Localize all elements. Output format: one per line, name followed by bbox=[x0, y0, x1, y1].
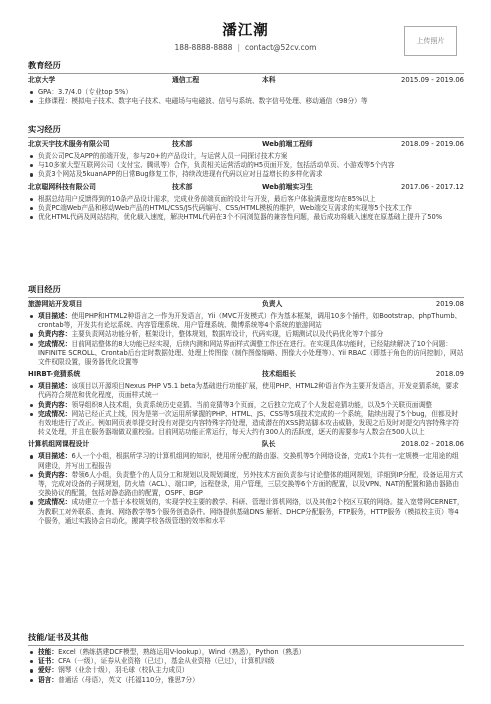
bullet-icon bbox=[28, 312, 38, 330]
bullet-icon bbox=[28, 213, 38, 222]
bullet-icon bbox=[28, 410, 38, 438]
list-item: 负责公司PC及APP的前端开发，参与20+的产品设计，与运营人员一同探讨技术方案 bbox=[28, 152, 464, 161]
list-item: 完成情况：成功建立一个基于本校规划的，实现学校主要的教学、科研、管理计算机网络，以及其他2个校区互联的网络。接入宽带网CERNET，为教职工对外联系、查询、网络教学等5个服务创造条件。网络提供基础DNS 解析、DHCP分配服务，FTP服务，HTTP服务（模拟校主页）等4个服务，通过实践协会自动化，搬离学校各级管理的效率和水平 bbox=[28, 498, 464, 526]
bullet-icon bbox=[28, 170, 38, 179]
bullet-icon bbox=[28, 340, 38, 368]
list-item: 项目描述：该项目以开源项目Nexus PHP V5.1 beta为基础进行功能扩展，使用PHP、HTML2种语言作为主要开发语言，开发竞猜系统，要求代码符合规范和优化程度，页面样式统一 bbox=[28, 382, 464, 400]
date-range: 2018.09 - 2019.06 bbox=[401, 140, 464, 148]
bullet-icon bbox=[28, 666, 38, 675]
upload-photo-box[interactable]: 上传照片 bbox=[404, 26, 457, 56]
list-item: 优化HTML代码及网站结构，优化载入速度，解决HTML代码在3个不同浏览器的兼容性问题，最后成功将载入速度在原基础上提升了50% bbox=[28, 213, 464, 222]
education-section bbox=[28, 60, 464, 106]
project-row bbox=[28, 300, 464, 310]
section-title: 教育经历 bbox=[28, 60, 61, 70]
list-item: 根据总结用户反馈得到的10条产品设计需求，完成业务前端页面的设计与开发，最后客户体验满意度均在85%以上 bbox=[28, 195, 464, 204]
list-item: 负责PC端Web产品和移动Web产品的HTML/CSS/JS代码编写、CSS/HTML模板的维护，Web端交互需求的实现等5个技术工作 bbox=[28, 204, 464, 213]
list-item: 技能：Excel（熟练搭建DCF模型，熟练运用V-lookup），Wind（熟悉），Python（熟悉） bbox=[28, 648, 464, 657]
phone-number: 188-8888-8888 bbox=[174, 43, 233, 52]
list-item: 语言：普通话（母语），英文（托福110分，雅思7分） bbox=[28, 676, 464, 685]
list-item: GPA：3.7/4.0（专业top 5%） bbox=[28, 88, 464, 97]
list-item: 完成情况：目前网站整体的8大功能已经实现，后续内测和网站界面样式调整工作还在进行。在实现具体功能时，已经陆续解决了10个问题：INFINITE SCROLL、Crontab后台定时数据处理、处理上传图像（制作图像缩略、图像大小处理等）、Yii RBAC（即基于角色的访问控制），网站文件权限设置，服务器优化设置等 bbox=[28, 340, 464, 368]
section-title: 技能/证书及其他 bbox=[28, 632, 89, 642]
bullet-icon bbox=[28, 88, 38, 97]
job-role: Web前端工程师 bbox=[262, 140, 313, 148]
bullet-icon bbox=[28, 452, 38, 470]
bullet-icon bbox=[28, 676, 38, 685]
degree: 本科 bbox=[262, 76, 276, 84]
bullet-icon bbox=[28, 657, 38, 666]
list-item: 爱好：钢琴（业余十级），羽毛球（校队主力成员） bbox=[28, 666, 464, 675]
list-item: 完成情况：网站已经正式上线，因为是第一次运用所掌握的PHP、HTML、JS、CSS等5项技术完成的一个系统，陆续出现了5个bug，但都及时有效地进行了改正。例如网页表单提交时没有对提交内容特殊字符处理，造成潜在的XSS跨站脚本攻击威胁，发现之后及时对提交内容特殊字符转义处理，并且在服务器端做双重校验。目前网站功能正常运行，每天大约有300人的活跃度，逐天的需要参与人数会在500人以上 bbox=[28, 410, 464, 438]
bullet-icon bbox=[28, 498, 38, 526]
bullet-icon bbox=[28, 648, 38, 657]
projects-section bbox=[28, 284, 464, 526]
date-range: 2015.09 - 2019.06 bbox=[401, 76, 464, 84]
date-range: 2017.06 - 2017.12 bbox=[401, 182, 464, 191]
bullet-icon bbox=[28, 204, 38, 213]
list-item: 与10多家大型互联网公司（支付宝、腾讯等）合作，负责相关运营活动的H5页面开发，包括活动单页、小游戏等5个内容 bbox=[28, 161, 464, 170]
department: 技术部 bbox=[172, 182, 193, 191]
project-row bbox=[28, 370, 464, 380]
project-name: 计算机组网课程设计 bbox=[28, 440, 90, 449]
date-range: 2018.02 - 2018.06 bbox=[401, 440, 464, 449]
list-item: 负责内容：领导组织8人技术组，负责系统历史竞猜、当前竞猜等3个页面，之后独立完成了个人发起竞猜功能，以及5个关联页面调整 bbox=[28, 401, 464, 410]
project-name: HIRBT-竞猜系统 bbox=[28, 370, 81, 379]
job-role: Web前端实习生 bbox=[262, 182, 313, 191]
section-title: 实习经历 bbox=[28, 124, 61, 134]
list-item: 项目描述：使用PHP和HTML2种语言之一作为开发语言，Yii（MVC开发模式）作为基本框架，调用10多个插件，如Bootstrap、phpThumb、crontab等，开发共有论坛系统、内容管理系统、用户管理系统、微博系统等4个系统的旅游网站 bbox=[28, 312, 464, 330]
bullet-icon bbox=[28, 330, 38, 339]
skills-section bbox=[28, 632, 464, 685]
company-name: 北京聪网科技有限公司 bbox=[28, 182, 96, 191]
bullet-icon bbox=[28, 382, 38, 400]
list-item: 负责内容：带领6人小组，负责整个的人员分工和规划以及规划调度，另外技术方面负责参与讨论整体的组网规划，详细到IP分配，设备运用方式等，完成对设备的子网规划，防火墙（ACL）、端口IP，远程登录，用户管理，三层交换等6个方面的配置，以及VPN、NAT的配置和路由器路由交换协议的配置，包括对静态路由的配置，OSPF、BGP bbox=[28, 471, 464, 499]
school-name: 北京大学 bbox=[28, 76, 56, 84]
section-title: 项目经历 bbox=[28, 284, 61, 294]
date-range: 2019.08 bbox=[435, 300, 464, 308]
bullet-icon bbox=[28, 152, 38, 161]
job-row bbox=[28, 140, 464, 150]
department: 技术部 bbox=[172, 140, 193, 148]
bullet-icon bbox=[28, 97, 38, 106]
list-item: 项目描述：6人一个小组，根据所学习的计算机组网的知识，使用所分配的路由器、交换机等5个网络设备，完成1个共有一定规模一定用途的组网建设，并写出工程报告 bbox=[28, 452, 464, 470]
education-row bbox=[28, 76, 464, 86]
list-item: 负责内容：主要负责网站功能分析，框架设计，整体规划，数据库设计，代码实现，后期测试以及代码优化等7个部分 bbox=[28, 330, 464, 339]
project-name: 旅游网站开发项目 bbox=[28, 300, 83, 308]
list-item: 主修课程：模拟电子技术、数字电子技术、电磁场与电磁波、信号与系统、数字信号处理、移动通信（98分）等 bbox=[28, 97, 464, 106]
candidate-name: 潘江潮 bbox=[222, 23, 269, 39]
email-address: contact@52cv.com bbox=[244, 43, 317, 52]
internship-section bbox=[28, 124, 464, 222]
major: 通信工程 bbox=[172, 76, 200, 84]
project-role: 队长 bbox=[262, 440, 276, 449]
bullet-icon bbox=[28, 471, 38, 499]
project-role: 负责人 bbox=[262, 300, 283, 308]
job-row bbox=[28, 183, 464, 193]
list-item: 证书：CFA（一级），证券从业资格（已过），基金从业资格（已过），计算机四级 bbox=[28, 657, 464, 666]
bullet-icon bbox=[28, 195, 38, 204]
contact-separator: | bbox=[237, 43, 240, 52]
bullet-icon bbox=[28, 401, 38, 410]
date-range: 2018.09 bbox=[435, 370, 464, 379]
bullet-icon bbox=[28, 161, 38, 170]
company-name: 北京天宇技术服务有限公司 bbox=[28, 140, 110, 148]
project-role: 技术组组长 bbox=[262, 370, 296, 379]
project-row bbox=[28, 440, 464, 450]
list-item: 负责3个网站及5kuanAPP的日常Bug修复工作，持续改进现有代码以应对日益增长的多样化需求 bbox=[28, 170, 464, 179]
